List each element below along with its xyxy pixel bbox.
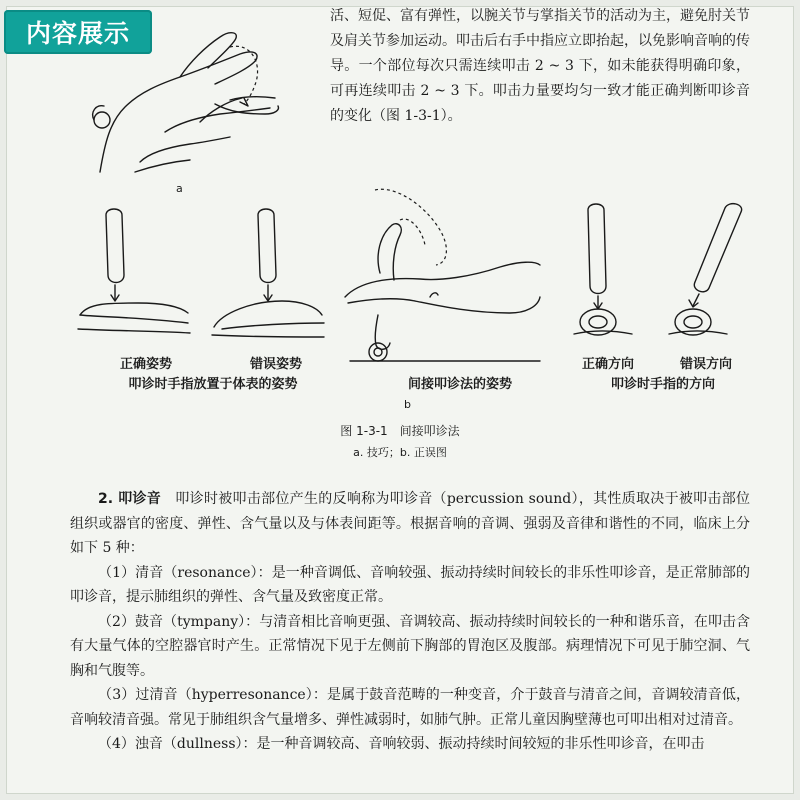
list-item-text: （4）浊音（dullness）：是一种音调较高、音响较弱、振动持续时间较短的非乐性叩诊音，在叩击 (98, 736, 705, 752)
figure-label-b: b (404, 398, 411, 411)
caption-finger-placement: 叩诊时手指放置于体表的姿势 (128, 377, 298, 392)
figure-subtitle: a. 技巧；b. 正误图 (353, 446, 447, 459)
list-item-text: （3）过清音（hyperresonance）：是属于鼓音范畴的一种变音，介于鼓音与清音之间，音调较清音低，音响较清音强。常见于肺组织含气量增多、弹性减弱时，如肺气肿。正常儿童因胸壁薄也可叩出相对过清音。 (70, 687, 750, 728)
list-item-resonance (70, 561, 750, 610)
section-heading: 2. 叩诊音 (98, 491, 162, 507)
finger-placement-wrong-illustration (212, 205, 327, 340)
caption-wrong-direction: 错误方向 (679, 357, 732, 372)
caption-wrong-posture: 错误姿势 (249, 357, 302, 372)
list-item-text: （2）鼓音（tympany）：与清音相比音响更强、音调较高、振动持续时间较长的一种和谐乐音，在叩击含有大量气体的空腔器官时产生。正常情况下见于左侧前下胸部的胃泡区及腹部。病理情况下可见于肺空洞、气胸和气腹等。 (70, 613, 750, 679)
caption-indirect-posture: 间接叩诊法的姿势 (407, 377, 512, 392)
indirect-percussion-hand-illustration (340, 185, 550, 365)
finger-direction-wrong-illustration (665, 200, 755, 340)
section-lead-text: 叩诊时被叩击部位产生的反响称为叩诊音（percussion sound），其性质取决于被叩击部位组织或器官的密度、弹性、含气量以及与体表间距等。根据音响的音调、强弱及音律和谐性的不同，临床上分如下 5 种： (70, 491, 750, 556)
caption-correct-posture: 正确姿势 (119, 357, 172, 372)
caption-correct-direction: 正确方向 (581, 357, 634, 372)
content-badge: 内容展示 (4, 10, 152, 54)
figure-label-a: a (176, 182, 183, 195)
figure-a-hand-illustration (80, 22, 300, 182)
finger-placement-correct-illustration (78, 205, 193, 340)
figure-title: 图 1-3-1 间接叩诊法 (340, 424, 460, 438)
finger-direction-correct-illustration (572, 200, 642, 340)
caption-finger-direction: 叩诊时手指的方向 (610, 377, 715, 392)
list-item-text: （1）清音（resonance）：是一种音调低、音响较强、振动持续时间较长的非乐性叩诊音，是正常肺部的叩诊音，提示肺组织的弹性、含气量及致密度正常。 (70, 564, 750, 605)
section-lead-paragraph (70, 487, 750, 561)
list-item-dullness (70, 732, 750, 757)
list-item-tympany (70, 610, 750, 684)
list-item-hyperresonance (70, 683, 750, 732)
intro-paragraph: 活、短促、富有弹性，以腕关节与掌指关节的活动为主，避免肘关节及肩关节参加运动。叩击后右手中指应立即抬起，以免影响音响的传导。一个部位每次只需连续叩击 2 ~ 3 下，如未能获得明确印象，可再连续叩击 2 ~ 3 下。叩击力量要均匀一致才能正确判断叩诊音的变化（图 1-3-1）。 (330, 8, 750, 124)
section-body (70, 487, 750, 757)
